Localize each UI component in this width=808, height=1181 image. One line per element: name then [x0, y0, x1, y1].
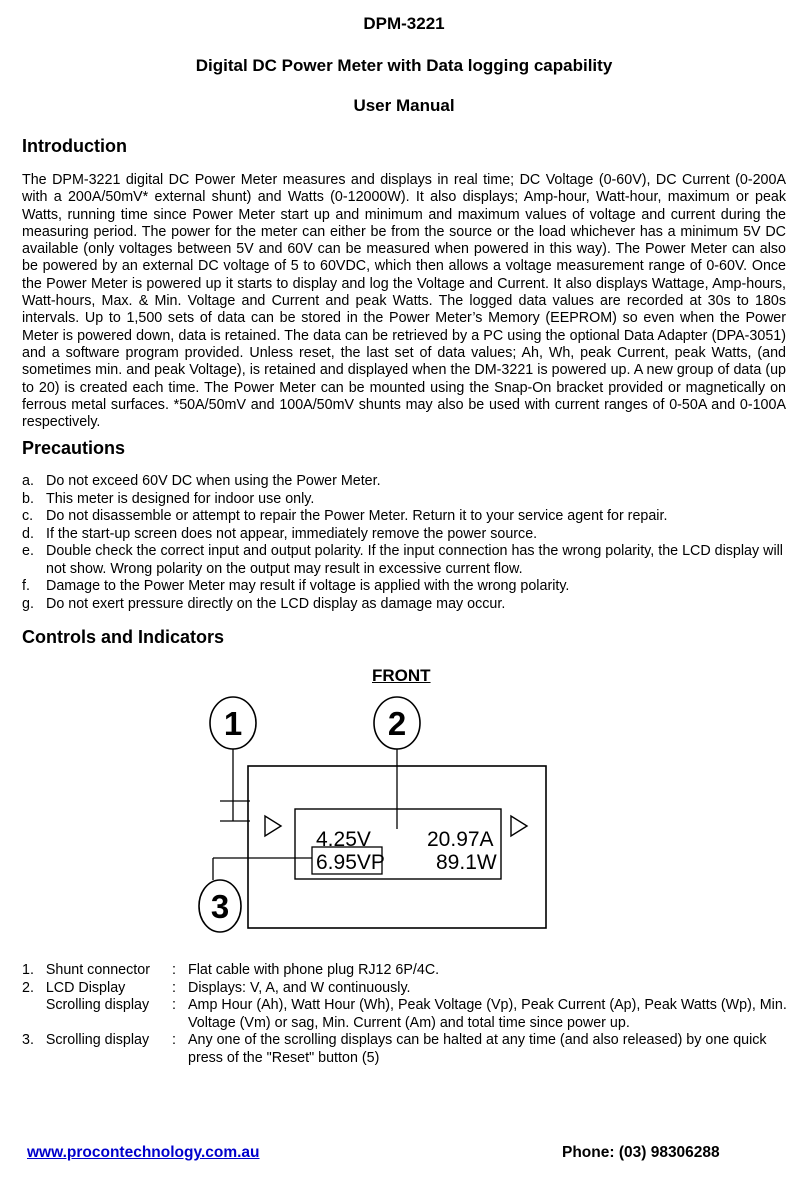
left-arrow-button-icon: [265, 816, 281, 836]
phone-number: Phone: (03) 98306288: [562, 1144, 720, 1161]
lcd-voltage: 4.25V: [316, 828, 371, 851]
precaution-item: f. Damage to the Power Meter may result if voltage is applied with the wrong polarity.: [22, 578, 570, 594]
callout-1-label: 1: [223, 705, 243, 742]
legend-row: Scrolling display : Amp Hour (Ah), Watt Hour (Wh), Peak Voltage (Vp), Peak Current (Ap), Peak Watts (Wp), Min. Voltage (Vm) or sag, Min. Current (Am) and total time since power up.: [22, 997, 787, 1031]
precaution-item: d. If the start-up screen does not appear, immediately remove the power source.: [22, 525, 538, 542]
legend-row: 2. LCD Display : Displays: V, A, and W continuously.: [22, 979, 411, 996]
precaution-item: c. Do not disassemble or attempt to repair the Power Meter. Return it to your service agent for repair.: [22, 508, 668, 524]
document-model: DPM-3221: [363, 14, 445, 33]
lcd-current: 20.97A: [427, 828, 494, 851]
legend: [22, 962, 802, 1067]
controls-heading: Controls and Indicators: [22, 627, 225, 647]
lcd-power: 89.1W: [436, 851, 497, 874]
website-link[interactable]: www.procontechnology.com.au: [27, 1144, 260, 1161]
introduction-heading: Introduction: [22, 136, 127, 156]
precautions-heading: Precautions: [22, 438, 126, 458]
lcd-peak-voltage: 6.95VP: [316, 851, 385, 874]
introduction-text: The DPM-3221 digital DC Power Meter measures and displays in real time; DC Voltage (0-60V), DC Current (0-200A with a 200A/50mV* external shunt) and Watts (0-12000W). It also displays; Amp-hour, Watt-hour, maximum or peak Watts, running time since Power Meter start up and minimum and maximum values of voltage and current during the measuring period. The power for the meter can either be from the source or the load whichever has a minimum 5V DC available (only voltages between 5V and 60V can be measured when powered in this way). The Power Meter can also be powered by an external DC voltage of 5 to 60VDC, which then allows a voltage measurement range of 0-60V. Once the Power Meter is powered up it starts to display and log the Voltage and Current. It also displays Wattage, Amp-hours, Watt-hours, Max. & Min. Voltage and Current and peak Watts. The logged data values are recorded at 30s to 180s intervals. Up to 1,500 sets of data can be stored in the Power Meter’s Memory (EEPROM) so even when the Power Meter is powered down, data is retained. The data can be retrieved by a PC using the optional Data Adapter (DPA-3051) and a software program provided. Unless reset, the last set of data values; Ah, Wh, peak Current, peak Watts, (and sometimes min. and peak Voltage), is retained and displayed when the DM-3221 is powered up. A new group of data (up to 20) is created each time. The Power Meter can be mounted using the Snap-On bracket provided or magnetically on ferrous metal surfaces. *50A/50mV and 100A/50mV shunts may also be used with current ranges of 0-50A and 0-100A respectively.: [22, 172, 786, 431]
right-arrow-button-icon: [511, 816, 527, 836]
front-panel-diagram: [0, 690, 808, 945]
front-label: FRONT: [372, 666, 431, 685]
precaution-item: g. Do not exert pressure directly on the LCD display as damage may occur.: [22, 595, 506, 612]
document-type: User Manual: [353, 96, 455, 115]
legend-row: 1. Shunt connector : Flat cable with phone plug RJ12 6P/4C.: [22, 962, 440, 978]
precautions-list: [22, 473, 792, 613]
precaution-item: a. Do not exceed 60V DC when using the Power Meter.: [22, 473, 381, 489]
document-subtitle: Digital DC Power Meter with Data logging capability: [195, 56, 613, 75]
legend-row: 3. Scrolling display : Any one of the scrolling displays can be halted at any time (and also released) by one quick press of the "Reset" button (5): [22, 1032, 767, 1066]
precaution-item: e. Double check the correct input and output polarity. If the input connection has the wrong polarity, the LCD display will not show. Wrong polarity on the output may result in excessive current flow.: [22, 543, 783, 577]
callout-2-label: 2: [387, 705, 407, 742]
callout-3-label: 3: [210, 888, 230, 925]
precaution-item: b. This meter is designed for indoor use only.: [22, 490, 315, 507]
